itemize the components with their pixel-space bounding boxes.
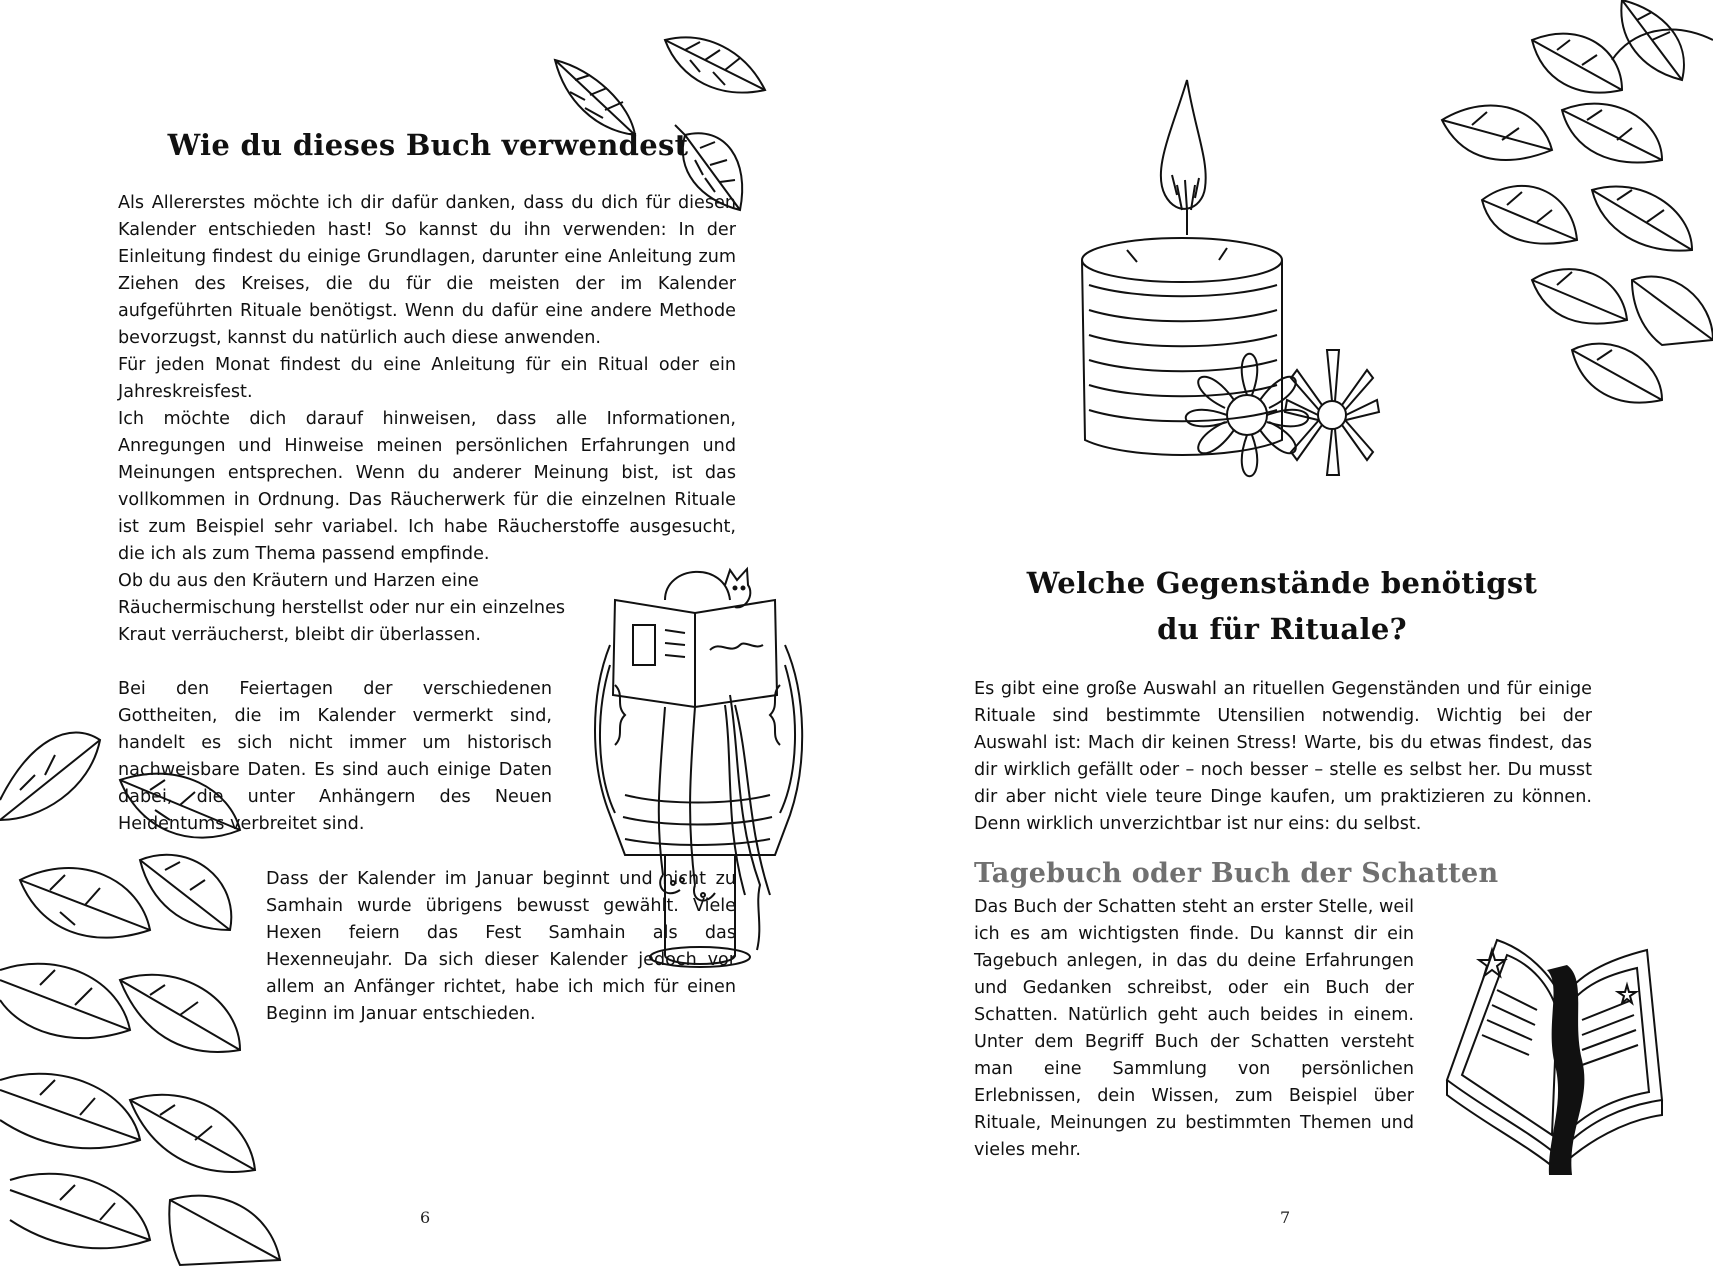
paragraph-book-of-shadows: Das Buch der Schatten steht an erster Stelle, weil ich es am wichtigsten finde. Du kannst dir ein Tagebuch anlegen, in das du deine Erfahrungen und Gedanken schreibst, oder ein Buch der Schatten. Natürlich geht auch beides in einem. Unter dem Begriff Buch der Schatten versteht man eine Sammlung von persönlichen Erlebnissen, dein Wissen, zum Beispiel über Rituale, Meinungen zu bestimmten Themen und vieles mehr. (974, 897, 1414, 1160)
paragraph-intro: Es gibt eine große Auswahl an rituellen Gegenständen und für einige Rituale sind bestimmte Utensilien notwendig. Wichtig bei der Auswahl ist: Mach dir keinen Stress! Warte, bis du etwas findest, das dir wirklich gefällt oder – noch besser – stelle es selbst her. Du musst dir aber nicht viele teure Dinge kaufen, um praktizieren zu können. Denn wirklich unverzichtbar ist nur eins: du selbst. (974, 679, 1592, 834)
heading-line-1: Welche Gegenstände benötigst (1026, 566, 1538, 600)
paragraph-monthly-ritual: Für jeden Monat findest du eine Anleitung für ein Ritual oder ein Jahreskreisfest. (118, 355, 736, 402)
right-page (857, 0, 1713, 1270)
paragraph-herbs: Ob du aus den Kräutern und Harzen eine Räuchermischung herstellst oder nur ein einzelnes Kraut verräucherst, bleibt dir überlassen. (118, 571, 566, 645)
section-subheading: Tagebuch oder Buch der Schatten (974, 858, 1499, 889)
paragraph-opinions: Ich möchte dich darauf hinweisen, dass alle Informationen, Anregungen und Hinweise meinen persönlichen Erfahrungen und Meinungen entsprechen. Wenn du anderer Meinung bist, ist das vollkommen in Ordnung. Das Räucherwerk für die einzelnen Rituale ist zum Beispiel sehr variabel. Ich habe Räucherstoffe ausgesucht, die ich als zum Thema passend empfinde. (118, 409, 736, 564)
page-heading: Wie du dieses Buch verwendest (167, 128, 689, 162)
page-heading (947, 560, 1617, 652)
reading-girl-with-cat-icon (585, 555, 810, 975)
paragraph-calendar-start: Dass der Kalender im Januar beginnt und nicht zu Samhain wurde übrigens bewusst gewählt. Viele Hexen feiern das Fest Samhain als das Hexenneujahr. Da sich dieser Kalender jedoch vor allem an Anfänger richtet, habe ich mich für einen Beginn im Januar entschieden. (266, 869, 736, 1024)
left-page (0, 0, 856, 1270)
open-book-of-shadows-icon (1437, 930, 1667, 1175)
paragraph-intro: Als Allererstes möchte ich dir dafür danken, dass du dich für diesen Kalender entschieden hast! So kannst du ihn verwenden: In der Einleitung findest du einige Grundlagen, darunter eine Anleitung zum Ziehen des Kreises, die du für die meisten der im Kalender aufgeführten Rituale benötigst. Wenn du dafür eine andere Methode bevorzugst, kannst du natürlich auch diese anwenden. (118, 193, 736, 348)
page-number: 6 (420, 1208, 431, 1227)
leaf-branch-icon (0, 680, 280, 1270)
heading-line-2: du für Rituale? (1157, 612, 1407, 646)
leaf-branch-icon (1382, 0, 1713, 470)
page-number: 7 (1280, 1208, 1291, 1227)
candle-with-flowers-icon (1077, 70, 1377, 490)
paragraph-holidays: Bei den Feiertagen der verschiedenen Gottheiten, die im Kalender vermerkt sind, handelt es sich nicht immer um historisch nachweisbare Daten. Es sind auch einige Daten dabei, die unter Anhängern des Neuen Heidentums verbreitet sind. (118, 679, 552, 834)
